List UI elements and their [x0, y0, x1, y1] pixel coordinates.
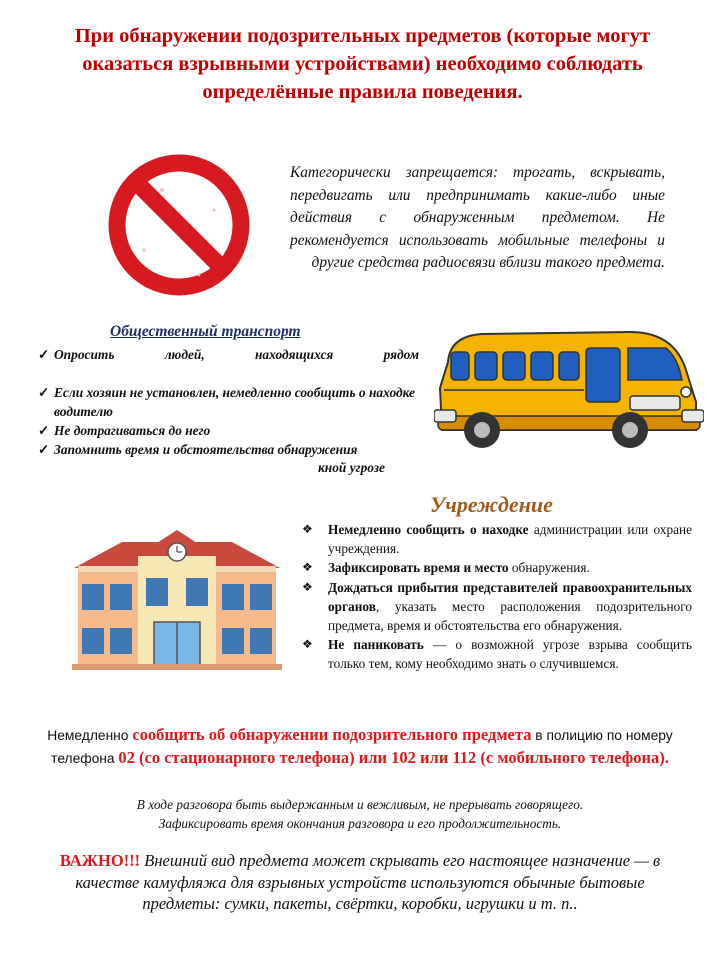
list-item: ❖ Дождаться прибытия представителей правоохранительных органов, указать место расположения подозрительного предмета, время и обстоятельства его обнаружения.: [302, 579, 692, 634]
transport-list: [36, 345, 419, 459]
institution-list: [302, 520, 692, 674]
check-icon: ✓: [38, 347, 50, 362]
list-item: [36, 345, 419, 364]
list-item: ❖ Зафиксировать время и место обнаружения.: [302, 558, 692, 577]
transport-item-3: Не дотрагиваться до него: [54, 423, 211, 438]
no-entry-sign-icon: [104, 150, 254, 300]
important-label: ВАЖНО!!!: [59, 851, 141, 870]
diamond-bullet-icon: ❖: [302, 637, 313, 652]
transport-item-2: Если хозяин не установлен, немедленно сообщить о находке водителю: [54, 385, 415, 419]
list-item: [36, 383, 419, 421]
transport-heading: Общественный транспорт: [110, 323, 301, 340]
important-note: ВАЖНО!!! Внешний вид предмета может скрывать его настоящее назначение — в качестве камуфляжа для взрывных устройств используются обычные бытовые предметы: сумки, пакеты, свёртки, коробки, игрушки и т. п..: [59, 851, 661, 913]
transport-item-4: Запомнить время и обстоятельства обнаружения: [54, 442, 358, 457]
school-building-illustration: [72, 528, 282, 670]
school-bus-illustration: [434, 318, 704, 463]
transport-tail: кной угрозе: [318, 460, 385, 475]
check-icon: ✓: [38, 423, 50, 438]
conversation-note: В ходе разговора быть выдержанным и вежливым, не прерывать говорящего. Зафиксировать время окончания разговора и его продолжительность.: [136, 797, 584, 831]
diamond-bullet-icon: ❖: [302, 579, 313, 594]
transport-item-1: Опросить людей, находящихся рядом: [54, 347, 419, 362]
list-item: ❖ Не паниковать — о возможной угрозе взрыва сообщить только тем, кому необходимо знать о случившемся.: [302, 637, 692, 672]
institution-heading: Учреждение: [430, 492, 553, 517]
prohibition-text: Категорически запрещается: трогать, вскрывать, передвигать или предпринимать какие-либо иные действия с обнаруженным предметом. Не рекомендуется использовать мобильные телефоны и другие средства радиосвязи вблизи такого предмета.: [290, 164, 665, 271]
list-item: ❖ Немедленно сообщить о находке администрации или охране учреждения.: [302, 522, 693, 557]
page-title: При обнаружении подозрительных предметов (которые могут оказаться взрывными устройствами) необходимо соблюдать определённые правила поведения.: [74, 25, 651, 103]
check-icon: ✓: [38, 442, 50, 457]
check-icon: ✓: [38, 385, 50, 400]
list-item: [36, 421, 419, 440]
police-call-text: Немедленно сообщить об обнаружении подозрительного предмета в полицию по номеру телефона 02 (со стационарного телефона) или 102 или 112 (с мобильного телефона).: [47, 725, 673, 767]
diamond-bullet-icon: ❖: [302, 522, 313, 536]
list-item: [36, 440, 419, 459]
diamond-bullet-icon: ❖: [302, 560, 313, 575]
